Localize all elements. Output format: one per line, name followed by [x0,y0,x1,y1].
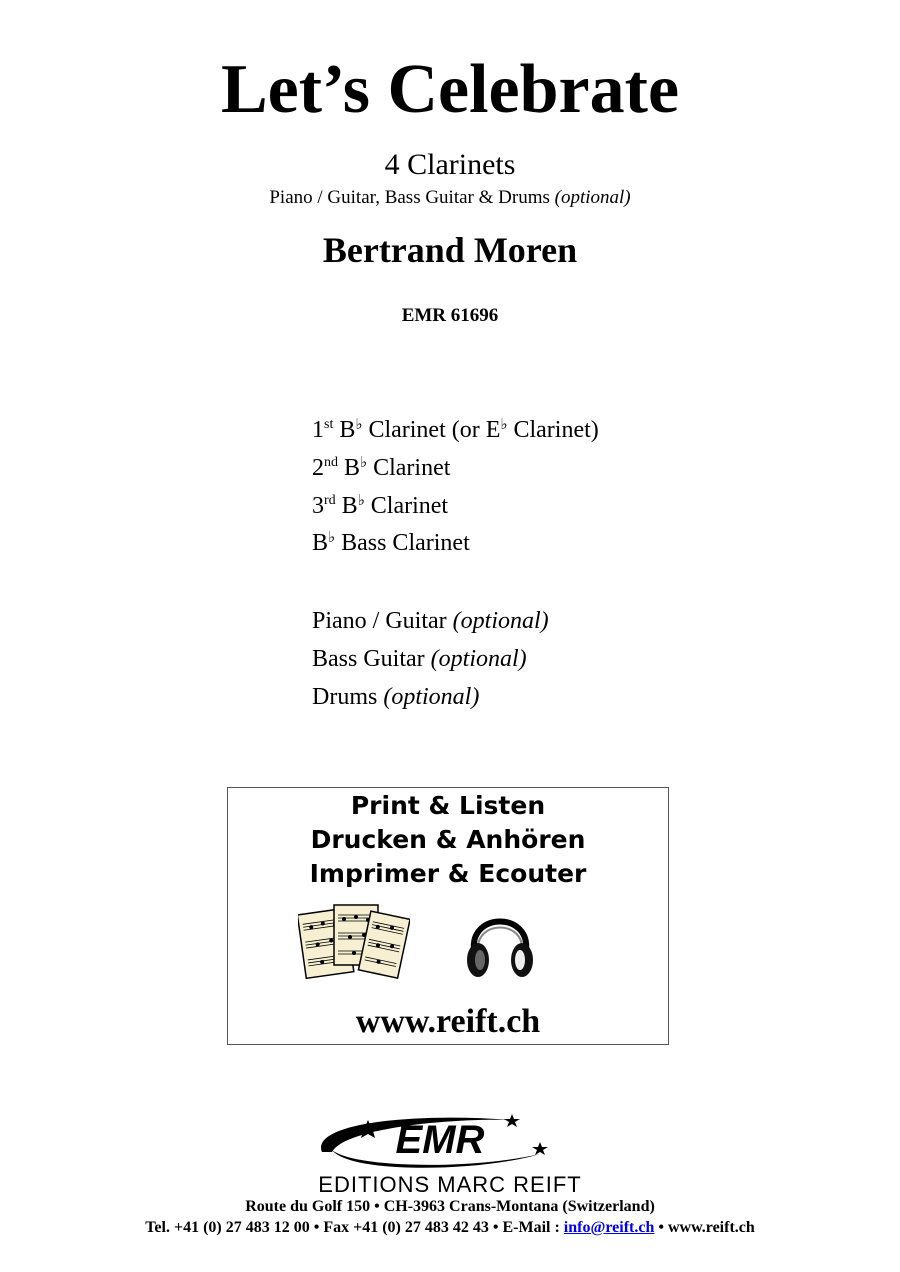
email-link[interactable]: info@reift.ch [563,1219,655,1236]
part-item: Piano / Guitar (optional) [312,608,549,634]
part-item: 1st B♭ Clarinet (or E♭ Clarinet) [312,417,599,443]
instrumentation-title: 4 Clarinets [384,148,516,181]
print-listen-box [227,787,669,1045]
emr-logo [250,1110,650,1196]
sheet-music-icon [298,901,410,983]
flat-sign-icon: ♭ [355,417,363,433]
instrumentation-note [0,187,900,209]
flat-sign-icon: ♭ [328,530,336,547]
publisher-contact: Tel. +41 (0) 27 483 12 00 • Fax +41 (0) 27 483 42 43 • E-Mail : info@reift.ch • www.reift.ch [145,1219,755,1236]
part-item: 2nd B♭ Clarinet [312,454,451,481]
flat-sign-icon: ♭ [360,454,368,471]
page-title: Let’s Celebrate [220,51,680,128]
print-listen-de: Drucken & Anhören [310,825,586,854]
part-item: B♭ Bass Clarinet [312,530,470,557]
clarinet-parts-list [312,413,599,564]
headphones-icon [464,906,536,982]
print-listen-en: Print & Listen [350,791,546,820]
catalog-number: EMR 61696 [401,305,499,326]
flat-sign-icon: ♭ [357,492,365,509]
part-item: Drums (optional) [312,683,480,710]
part-item: Bass Guitar (optional) [312,645,527,672]
optional-parts-list [312,604,549,717]
emr-logo-mark: EMR [395,1118,485,1162]
website-url[interactable]: www.reift.ch [355,1003,541,1040]
flat-sign-icon: ♭ [500,417,508,433]
publisher-address: Route du Golf 150 • CH-3963 Crans-Montana (Switzerland) [245,1198,655,1215]
optional-label: (optional) [554,187,631,208]
composer-name: Bertrand Moren [322,230,578,270]
emr-logo-name: EDITIONS MARC REIFT [318,1172,582,1196]
print-listen-fr: Imprimer & Ecouter [309,859,587,888]
part-item: 3rd B♭ Clarinet [312,492,449,519]
instrumentation-note-text: Piano / Guitar, Bass Guitar & Drums [269,187,555,208]
